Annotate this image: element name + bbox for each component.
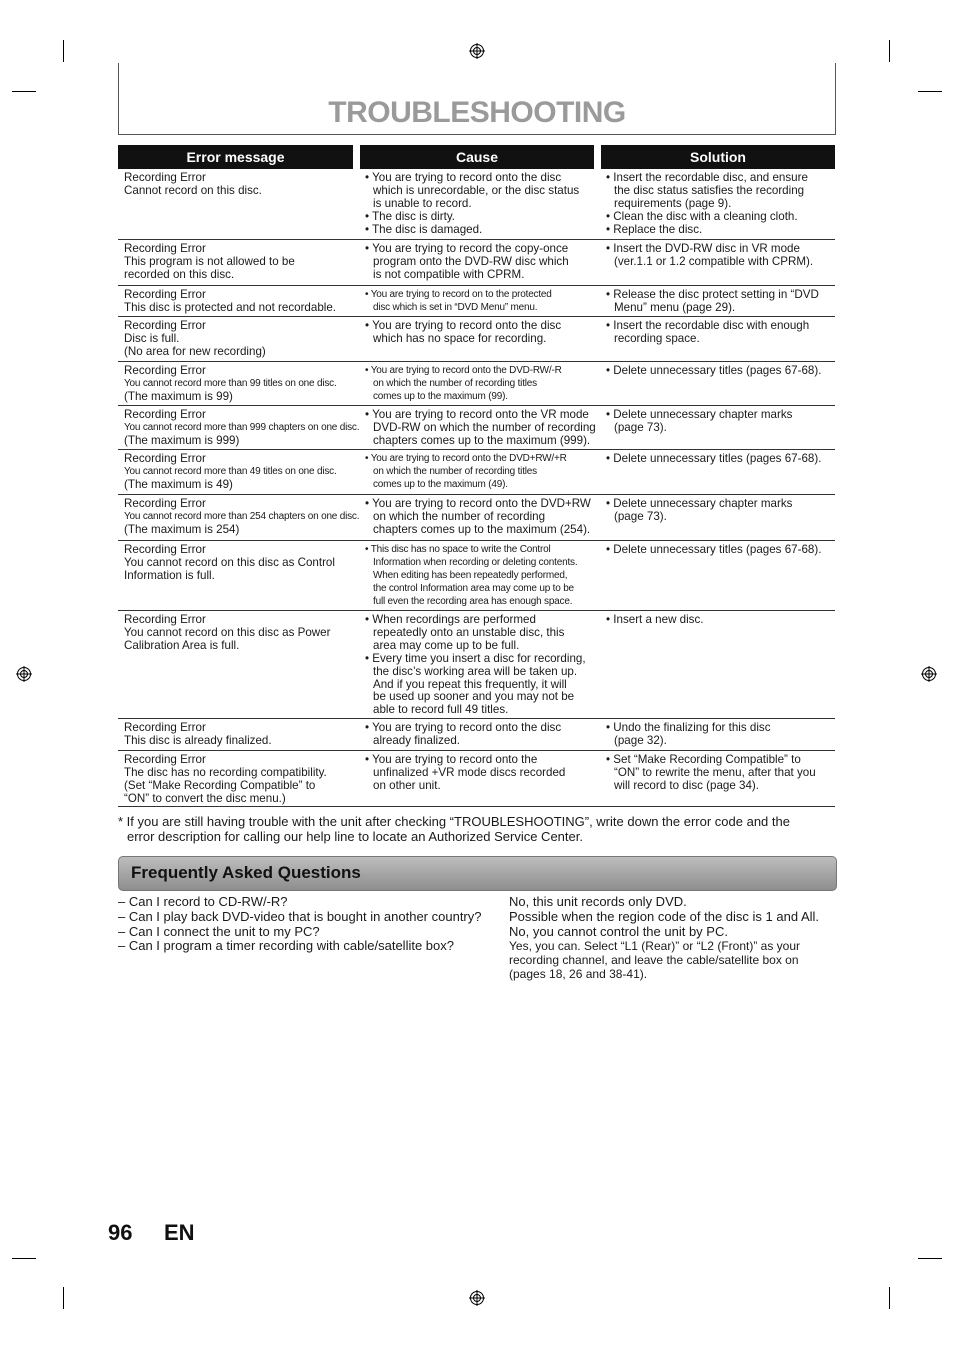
crop-mark [63, 1287, 64, 1309]
cause-line: • You are trying to record onto the disc [365, 320, 593, 333]
error-message-line: Cannot record on this disc. [124, 183, 262, 197]
faq-answer: (pages 18, 26 and 38-41). [509, 967, 648, 982]
error-message-line: You cannot record more than 49 titles on one disc. [124, 465, 337, 477]
cause-line: area may come up to be full. [373, 638, 520, 652]
cause-line: When editing has been repeatedly performed, [373, 569, 568, 581]
error-message-line: Information is full. [124, 568, 215, 582]
cause-line: • Every time you insert a disc for recording, [365, 653, 593, 666]
error-message-line: Recording Error [124, 497, 206, 510]
cause-line: • You are trying to record onto the DVD-RW/-R [365, 365, 593, 378]
faq-question: – Can I program a timer recording with cable/satellite box? [118, 938, 454, 954]
table-row [118, 362, 835, 406]
error-message-line: “ON” to convert the disc menu.) [124, 791, 286, 805]
error-message-line: (The maximum is 254) [124, 522, 240, 536]
cause-line: repeatedly onto an unstable disc, this [373, 625, 565, 639]
solution-line: the disc status satisfies the recording [614, 183, 805, 197]
solution-cell [606, 409, 832, 435]
solution-line: • Release the disc protect setting in “DVD [606, 289, 832, 302]
registration-mark-icon [921, 666, 937, 682]
solution-cell [606, 172, 832, 237]
error-message-line: Recording Error [124, 288, 206, 301]
error-message-line: This program is not allowed to be [124, 254, 295, 268]
faq-question: – Can I play back DVD-video that is bought in another country? [118, 908, 482, 924]
solution-line: • Insert a new disc. [606, 614, 832, 627]
footnote [118, 814, 838, 845]
cause-line: • You are trying to record onto the disc [365, 172, 593, 185]
solution-line: • Delete unnecessary titles (pages 67-68). [606, 453, 832, 466]
crop-mark [12, 1258, 36, 1259]
table-row [118, 495, 835, 541]
cause-line: • When recordings are performed [365, 614, 593, 627]
table-row [118, 286, 835, 317]
error-message-cell [124, 289, 356, 315]
cause-line: on other unit. [373, 778, 441, 792]
header-solution: Solution [601, 145, 835, 169]
cause-cell [365, 614, 593, 717]
solution-cell [606, 722, 832, 748]
cause-line: • You are trying to record onto the [365, 754, 593, 767]
solution-line: Menu” menu (page 29). [614, 300, 736, 314]
crop-mark [918, 91, 942, 92]
error-message-line: recorded on this disc. [124, 267, 235, 281]
solution-cell [606, 453, 832, 466]
solution-line: requirements (page 9). [614, 196, 732, 210]
error-message-line: Recording Error [124, 721, 206, 734]
solution-cell [606, 320, 832, 346]
cause-cell [365, 754, 593, 793]
cause-cell [365, 453, 593, 492]
cause-cell [365, 289, 593, 315]
table-row [118, 317, 835, 362]
cause-line: Information when recording or deleting contents. [373, 556, 578, 568]
cause-cell [365, 365, 593, 404]
error-message-line: (The maximum is 99) [124, 389, 233, 403]
table-row [118, 719, 835, 751]
cause-line: comes up to the maximum (49). [373, 478, 508, 490]
solution-cell [606, 289, 832, 315]
faq-header-bar [118, 856, 837, 891]
error-message-line: You cannot record more than 99 titles on one disc. [124, 377, 337, 389]
error-message-cell [124, 320, 356, 359]
cause-line: disc which is set in “DVD Menu” menu. [373, 301, 538, 313]
faq-question: – Can I record to CD-RW/-R? [118, 894, 288, 909]
table-row [118, 751, 835, 807]
error-message-line: Disc is full. [124, 331, 180, 345]
cause-line: which is unrecordable, or the disc status [373, 183, 580, 197]
error-message-cell [124, 243, 356, 282]
faq-questions [118, 895, 482, 954]
faq-answer: Possible when the region code of the disc is 1 and All. [509, 908, 820, 924]
cause-line: chapters comes up to the maximum (999). [373, 433, 591, 447]
solution-line: (page 73). [614, 420, 667, 434]
solution-line: • Delete unnecessary titles (pages 67-68). [606, 544, 832, 557]
cause-line: • The disc is dirty. [365, 211, 593, 224]
error-message-cell [124, 497, 360, 537]
solution-line: recording space. [614, 331, 700, 345]
faq-answer: No, you cannot control the unit by PC. [509, 923, 728, 939]
cause-line: is not compatible with CPRM. [373, 267, 525, 281]
cause-line: the disc’s working area will be taken up. [373, 664, 578, 678]
solution-line: • Clean the disc with a cleaning cloth. [606, 211, 832, 224]
solution-line: (page 32). [614, 733, 667, 747]
cause-line: the control Information area may come up to be [373, 582, 574, 594]
cause-line: which has no space for recording. [373, 331, 547, 345]
cause-line: on which the number of recording titles [373, 377, 537, 389]
cause-line: DVD-RW on which the number of recording [373, 420, 596, 434]
error-message-line: You cannot record on this disc as Control [124, 555, 335, 569]
solution-cell [606, 243, 832, 269]
crop-mark [12, 91, 36, 92]
registration-mark-icon [469, 43, 485, 59]
faq-answers [509, 895, 819, 981]
solution-line: will record to disc (page 34). [614, 778, 759, 792]
error-message-line: This disc is protected and not recordable. [124, 300, 337, 314]
cause-cell [365, 320, 593, 346]
cause-line: be used up sooner and you may not be [373, 690, 575, 704]
error-message-line: Recording Error [124, 753, 206, 766]
error-message-line: Recording Error [124, 171, 206, 184]
faq-question: – Can I connect the unit to my PC? [118, 923, 320, 939]
cause-line: • You are trying to record onto the VR mode [365, 409, 593, 422]
table-row [118, 541, 835, 611]
faq-answer: recording channel, and leave the cable/satellite box on [509, 953, 799, 968]
error-message-line: (The maximum is 999) [124, 433, 240, 447]
crop-mark [889, 1287, 890, 1309]
cause-cell [365, 722, 593, 748]
error-message-line: Recording Error [124, 242, 206, 255]
error-message-line: You cannot record more than 254 chapters on one disc. [124, 510, 360, 522]
crop-mark [918, 1258, 942, 1259]
solution-line: • Insert the DVD-RW disc in VR mode [606, 243, 832, 256]
error-message-line: Recording Error [124, 543, 206, 556]
page-title: TROUBLESHOOTING [328, 96, 626, 129]
solution-cell [606, 498, 832, 524]
table-row [118, 450, 835, 495]
solution-cell [606, 365, 832, 378]
solution-line: “ON” to rewrite the menu, after that you [614, 765, 816, 779]
error-message-line: This disc is already finalized. [124, 733, 272, 747]
solution-cell [606, 754, 832, 793]
error-message-line: Recording Error [124, 364, 206, 377]
error-message-line: (The maximum is 49) [124, 477, 233, 491]
registration-mark-icon [16, 666, 32, 682]
faq-answer: Yes, you can. Select “L1 (Rear)” or “L2 (Front)” as your [509, 939, 800, 954]
cause-line: And if you repeat this frequently, it will [373, 677, 567, 691]
table-row [118, 611, 835, 719]
error-message-cell [124, 365, 356, 404]
table-row [118, 406, 835, 450]
cause-line: is unable to record. [373, 196, 472, 210]
error-message-cell [124, 614, 356, 653]
cause-line: chapters comes up to the maximum (254). [373, 522, 591, 536]
cause-line: full even the recording area has enough space. [373, 595, 573, 607]
page-number: 96 [108, 1220, 133, 1245]
cause-line: • You are trying to record the copy-once [365, 243, 593, 256]
cause-cell [365, 408, 596, 448]
cause-cell [365, 498, 593, 537]
error-message-line: You cannot record on this disc as Power [124, 625, 331, 639]
solution-line: • Delete unnecessary chapter marks [606, 498, 832, 511]
header-error-message: Error message [118, 145, 353, 169]
error-message-cell [124, 544, 356, 583]
cause-line: • You are trying to record on to the protected [365, 289, 593, 302]
solution-line: • Set “Make Recording Compatible” to [606, 754, 832, 767]
cause-line: • You are trying to record onto the DVD+RW [365, 498, 593, 511]
solution-line: • Delete unnecessary titles (pages 67-68). [606, 365, 832, 378]
solution-line: • Replace the disc. [606, 224, 832, 237]
cause-line: program onto the DVD-RW disc which [373, 254, 569, 268]
cause-cell [365, 544, 593, 609]
crop-mark [63, 40, 64, 62]
cause-line: comes up to the maximum (99). [373, 390, 508, 402]
error-message-cell [124, 453, 356, 492]
error-message-line: Recording Error [124, 613, 206, 626]
language-code: EN [164, 1220, 195, 1245]
header-cause: Cause [360, 145, 594, 169]
cause-line: • You are trying to record onto the DVD+RW/+R [365, 453, 593, 466]
error-message-cell [124, 172, 356, 198]
solution-line: • Undo the finalizing for this disc [606, 722, 832, 735]
footnote-line: * If you are still having trouble with the unit after checking “TROUBLESHOOTING”, write down the error code and the [118, 814, 790, 829]
error-message-line: The disc has no recording compatibility. [124, 765, 327, 779]
cause-line: able to record full 49 titles. [373, 703, 509, 717]
solution-cell [606, 614, 832, 627]
cause-line: on which the number of recording titles [373, 465, 537, 477]
faq-answer: No, this unit records only DVD. [509, 894, 687, 909]
error-message-line: You cannot record more than 999 chapters on one disc. [124, 421, 360, 433]
cause-line: • You are trying to record onto the disc [365, 722, 593, 735]
error-message-cell [124, 722, 356, 748]
error-message-line: (No area for new recording) [124, 344, 266, 358]
solution-line: • Delete unnecessary chapter marks [606, 409, 832, 422]
error-message-line: Calibration Area is full. [124, 638, 240, 652]
faq-title: Frequently Asked Questions [131, 863, 361, 882]
error-message-cell [124, 408, 360, 448]
cause-line: on which the number of recording [373, 509, 546, 523]
table-row [118, 240, 835, 286]
cause-line: • The disc is damaged. [365, 224, 593, 237]
solution-line: (page 73). [614, 509, 667, 523]
table-row [118, 169, 835, 240]
solution-cell [606, 544, 832, 557]
crop-mark [889, 40, 890, 62]
error-message-cell [124, 754, 356, 806]
error-message-line: Recording Error [124, 452, 206, 465]
cause-cell [365, 243, 593, 282]
cause-cell [365, 172, 593, 237]
footnote-line: error description for calling our help line to locate an Authorized Service Center. [127, 829, 583, 845]
error-message-line: Recording Error [124, 408, 206, 421]
solution-line: • Insert the recordable disc with enough [606, 320, 832, 333]
cause-line: unfinalized +VR mode discs recorded [373, 765, 566, 779]
registration-mark-icon [469, 1290, 485, 1306]
cause-line: already finalized. [373, 733, 461, 747]
solution-line: • Insert the recordable disc, and ensure [606, 172, 832, 185]
cause-line: • This disc has no space to write the Control [365, 544, 593, 557]
error-message-line: (Set “Make Recording Compatible” to [124, 778, 316, 792]
error-message-line: Recording Error [124, 319, 206, 332]
solution-line: (ver.1.1 or 1.2 compatible with CPRM). [614, 254, 814, 268]
